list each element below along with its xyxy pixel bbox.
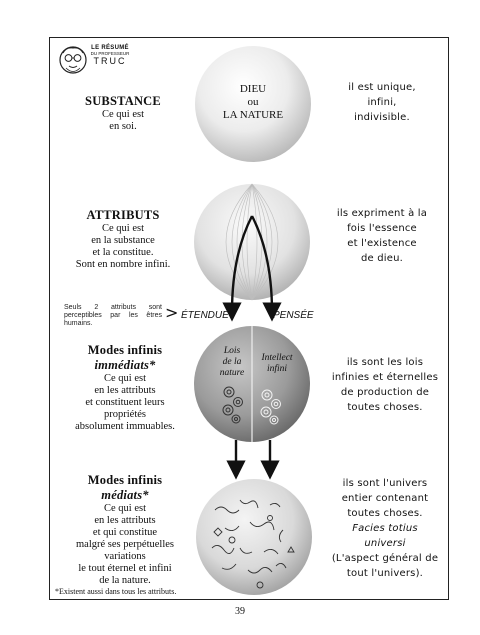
sphere-label-nature: LA NATURE	[222, 109, 284, 121]
mediats-note-3: toutes choses.	[347, 508, 423, 519]
immediats-note-3: de production de	[340, 387, 430, 398]
mediats-desc-6: le tout éternel et infini	[78, 563, 172, 574]
immediats-subtitle: immédiats*	[94, 358, 156, 372]
mediats-note-1: ils sont l'univers	[342, 478, 428, 489]
immediats-note-1: ils sont les lois	[346, 357, 424, 368]
substance-note-1: il est unique,	[348, 82, 416, 93]
immediats-note-4: toutes choses.	[347, 402, 423, 413]
attributs-note-1: ils expriment à la	[336, 208, 428, 219]
substance-label-block	[68, 94, 178, 133]
attributs-label-block	[62, 208, 184, 271]
mediats-sphere	[196, 479, 312, 595]
substance-sphere-label	[203, 83, 303, 122]
sphere-label-ou: ou	[247, 96, 259, 108]
immediats-desc-4: propriétés	[104, 409, 146, 420]
lois-line-2: de la	[222, 357, 242, 367]
substance-note-2: infini,	[367, 97, 397, 108]
mediats-label-block	[58, 473, 192, 587]
attributs-desc-1: Ce qui est	[102, 223, 144, 234]
lois-line-1: Lois	[223, 346, 241, 356]
sphere-label-dieu: DIEU	[239, 83, 267, 95]
logo-line1: LE RÉSUMÉ	[91, 45, 129, 51]
mediats-note-7: tout l'univers).	[346, 568, 424, 579]
attributs-note-3: et l'existence	[347, 238, 417, 249]
logo-line3: TRUC	[93, 56, 127, 66]
immediats-title: Modes infinis	[87, 343, 163, 357]
intellect-line-1: Intellect	[261, 353, 293, 363]
mediats-note-2: entier contenant	[341, 493, 429, 504]
attributs-desc-3: et la constitue.	[92, 247, 154, 258]
pensee-label: PENSÉE	[273, 310, 314, 321]
attributs-desc-4: Sont en nombre infini.	[75, 259, 171, 270]
immediats-note-2: infinies et éternelles	[331, 372, 439, 383]
immediats-right-label	[255, 353, 299, 375]
immediats-note	[322, 355, 448, 415]
mediats-desc-1: Ce qui est	[104, 503, 146, 514]
immediats-desc-1: Ce qui est	[104, 373, 146, 384]
attributs-title: ATTRIBUTS	[86, 208, 160, 222]
mediats-title: Modes infinis	[87, 473, 163, 487]
attributs-desc-2: en la substance	[91, 235, 155, 246]
substance-desc-2: en soi.	[109, 121, 137, 132]
substance-title: SUBSTANCE	[85, 94, 161, 108]
lois-line-3: nature	[219, 368, 245, 378]
immediats-desc-5: absolument immuables.	[75, 421, 175, 432]
logo-line2: DU PROFESSEUR	[90, 51, 130, 56]
immediats-sphere	[194, 326, 310, 442]
perceptible-text: Seuls 2 attributs sont perceptibles par les êtres humains.	[64, 304, 162, 327]
etendue-label: ÉTENDUE	[181, 310, 229, 321]
mediats-desc-7: de la nature.	[99, 575, 151, 586]
mediats-subtitle: médiats*	[101, 488, 149, 502]
immediats-left-label	[212, 346, 252, 379]
substance-note-3: indivisible.	[354, 112, 410, 123]
attributs-note-4: de dieu.	[360, 253, 404, 264]
attributs-note-2: fois l'essence	[347, 223, 417, 234]
intellect-line-2: infini	[266, 364, 288, 374]
immediats-desc-2: en les attributs	[94, 385, 156, 396]
immediats-label-block	[64, 343, 186, 433]
mediats-desc-5: variations	[104, 551, 146, 562]
mediats-note-5: universi	[364, 538, 406, 549]
substance-note	[322, 80, 442, 125]
page-number: 39	[235, 606, 245, 617]
mediats-desc-3: et qui constitue	[92, 527, 158, 538]
chevron-right-icon: >	[165, 303, 179, 322]
immediats-desc-3: et constituent leurs	[85, 397, 165, 408]
substance-desc-1: Ce qui est	[102, 109, 144, 120]
mediats-note-6: (L'aspect général de	[331, 553, 439, 564]
footnote: *Existent aussi dans tous les attributs.	[55, 587, 177, 596]
mediats-desc-4: malgré ses perpétuelles	[76, 539, 174, 550]
attributs-sphere	[194, 184, 310, 300]
mediats-note	[322, 476, 448, 581]
mediats-desc-2: en les attributs	[94, 515, 156, 526]
attributs-note	[322, 206, 442, 266]
mediats-note-4: Facies totius	[352, 523, 418, 534]
